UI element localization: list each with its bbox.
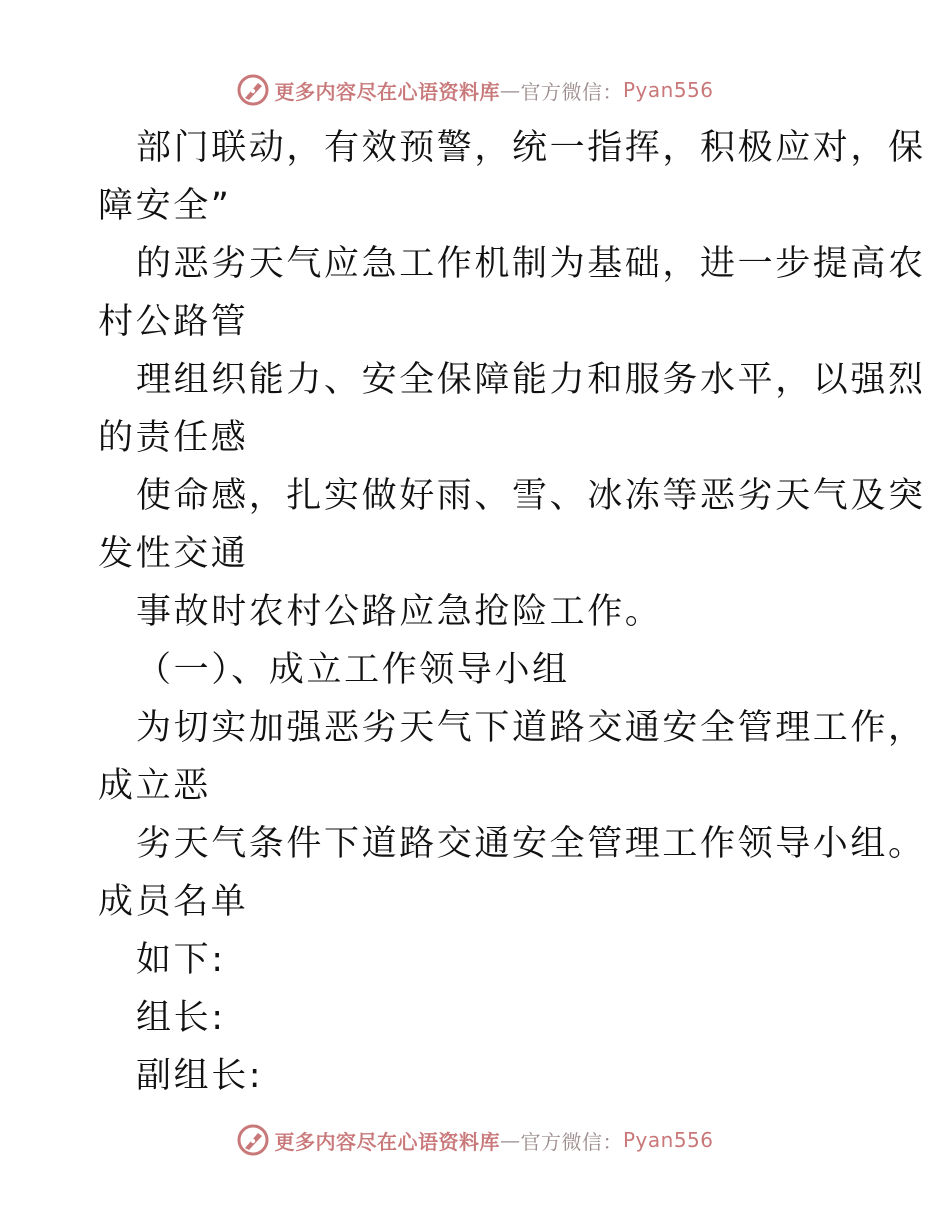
footer-banner-id: Pyan556 [622,1128,714,1152]
footer-banner-sub: 官方微信： [520,1129,623,1154]
text-line: 的责任感 [98,418,249,458]
text-line: 劣天气条件下道路交通安全管理工作领导小组。 [136,824,926,864]
header-banner[interactable] [0,68,950,112]
text-line: 成员名单 [98,882,249,922]
text-line: 的恶劣天气应急工作机制为基础，进一步提高农 [136,244,926,284]
pen-logo-icon [236,1123,270,1157]
header-banner-id: Pyan556 [622,78,714,102]
header-banner-main: 更多内容尽在心语资料库 [274,79,500,104]
footer-banner-text [274,1126,713,1155]
text-line: 事故时农村公路应急抢险工作。 [136,592,663,632]
footer-banner-main: 更多内容尽在心语资料库 [274,1129,500,1154]
text-line: 副组长: [136,1056,264,1096]
text-line: 发性交通 [98,534,249,574]
header-banner-sub: 官方微信： [520,79,623,104]
section-heading: （一）、成立工作领导小组 [136,650,570,690]
header-banner-text [274,76,713,105]
text-line: 理组织能力、安全保障能力和服务水平，以强烈 [136,360,926,400]
text-line: 村公路管 [98,302,249,342]
text-line: 障安全” [98,186,232,226]
text-line: 组长: [136,998,226,1038]
text-line: 如下: [136,940,226,980]
footer-banner[interactable] [0,1118,950,1162]
footer-banner-dash: — [499,1128,521,1152]
header-banner-dash: — [499,78,521,102]
text-line: 部门联动，有效预警，统一指挥，积极应对，保 [136,128,926,168]
text-line: 使命感，扎实做好雨、雪、冰冻等恶劣天气及突 [136,476,926,516]
pen-logo-icon [236,73,270,107]
text-line: 为切实加强恶劣天气下道路交通安全管理工作， [136,708,926,748]
text-line: 成立恶 [98,766,211,806]
